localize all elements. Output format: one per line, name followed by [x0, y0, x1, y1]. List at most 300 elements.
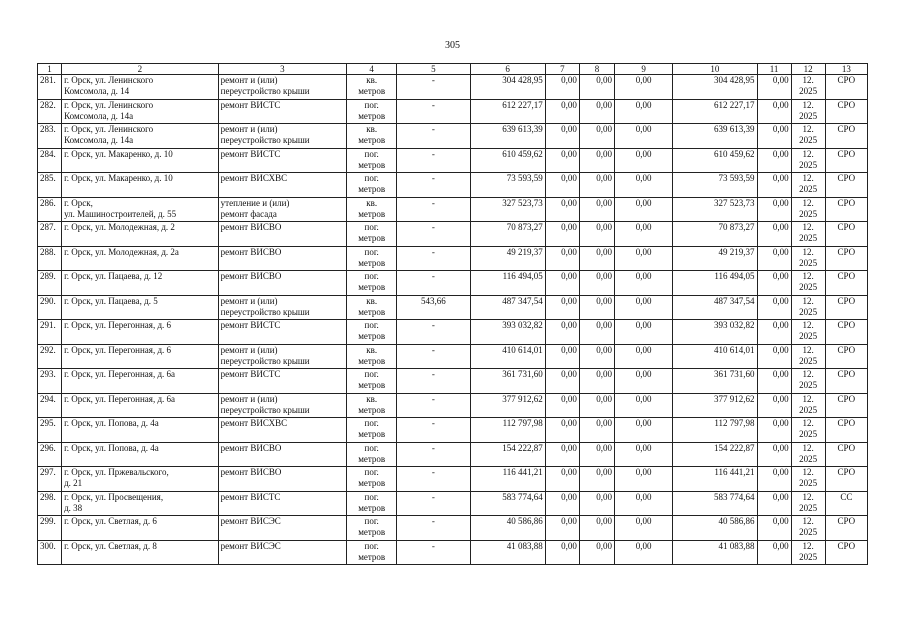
column-9-cell: 0,00 — [615, 75, 673, 100]
unit-cell — [347, 99, 397, 124]
contractor-type-cell: СС — [825, 491, 867, 516]
deadline-cell-line: 12. — [802, 467, 814, 477]
column-9-cell: 0,00 — [615, 369, 673, 394]
quantity-cell: - — [397, 222, 470, 247]
column-9-cell: 0,00 — [615, 99, 673, 124]
deadline-cell-line: 12. — [802, 516, 814, 526]
row-number: 290. — [38, 295, 62, 320]
unit-cell — [347, 369, 397, 394]
column-header-7: 7 — [545, 64, 579, 75]
column-7-cell: 0,00 — [545, 393, 579, 418]
column-7-cell: 0,00 — [545, 491, 579, 516]
row-number: 281. — [38, 75, 62, 100]
total-cost-cell: 393 032,82 — [470, 320, 545, 345]
deadline-cell-line: 12. — [802, 369, 814, 379]
quantity-cell: - — [397, 442, 470, 467]
unit-cell-line: пог. — [364, 173, 379, 183]
work-type-cell — [218, 295, 346, 320]
total-cost-cell: 41 083,88 — [470, 540, 545, 565]
column-10-cell: 49 219,37 — [673, 246, 757, 271]
work-type-cell-line: ремонт и (или) — [220, 124, 278, 134]
quantity-cell: - — [397, 540, 470, 565]
column-11-cell: 0,00 — [757, 442, 791, 467]
column-9-cell: 0,00 — [615, 148, 673, 173]
column-11-cell: 0,00 — [757, 418, 791, 443]
work-type-cell-line: ремонт ВИСТС — [220, 148, 281, 159]
table-row — [38, 75, 868, 100]
total-cost-cell: 40 586,86 — [470, 516, 545, 541]
unit-cell-line: пог. — [364, 246, 379, 257]
quantity-cell: - — [397, 124, 470, 149]
column-8-cell: 0,00 — [579, 491, 614, 516]
quantity-cell: - — [397, 369, 470, 394]
unit-cell-line: пог. — [364, 442, 379, 453]
deadline-cell-line: 12. — [802, 320, 814, 330]
column-8-cell: 0,00 — [579, 271, 614, 296]
total-cost-cell: 116 494,05 — [470, 271, 545, 296]
unit-cell-line: метров — [358, 282, 386, 292]
unit-cell — [347, 418, 397, 443]
column-8-cell: 0,00 — [579, 540, 614, 565]
deadline-cell-line: 2025 — [799, 453, 818, 464]
column-10-cell: 41 083,88 — [673, 540, 757, 565]
deadline-cell-line: 2025 — [799, 233, 818, 243]
column-10-cell: 583 774,64 — [673, 491, 757, 516]
column-9-cell: 0,00 — [615, 124, 673, 149]
deadline-cell-line: 2025 — [799, 135, 818, 145]
row-number: 288. — [38, 246, 62, 271]
quantity-cell: - — [397, 148, 470, 173]
unit-cell-line: пог. — [364, 222, 379, 232]
total-cost-cell: 304 428,95 — [470, 75, 545, 100]
deadline-cell-line: 2025 — [799, 184, 818, 194]
column-11-cell: 0,00 — [757, 516, 791, 541]
deadline-cell-line: 12. — [802, 393, 814, 404]
deadline-cell — [791, 516, 825, 541]
column-8-cell: 0,00 — [579, 173, 614, 198]
unit-cell-line: метров — [358, 184, 386, 194]
address-cell — [62, 344, 219, 369]
row-number: 286. — [38, 197, 62, 222]
unit-cell-line: пог. — [364, 467, 379, 477]
work-type-cell-line: ремонт ВИСВО — [220, 222, 282, 232]
column-11-cell: 0,00 — [757, 75, 791, 100]
unit-cell-line: метров — [358, 159, 386, 170]
unit-cell-line: кв. — [366, 393, 378, 404]
column-9-cell: 0,00 — [615, 295, 673, 320]
column-10-cell: 116 494,05 — [673, 271, 757, 296]
quantity-cell: - — [397, 320, 470, 345]
contractor-type-cell: СРО — [825, 418, 867, 443]
unit-cell — [347, 222, 397, 247]
deadline-cell — [791, 418, 825, 443]
unit-cell — [347, 442, 397, 467]
column-7-cell: 0,00 — [545, 271, 579, 296]
total-cost-cell: 327 523,73 — [470, 197, 545, 222]
column-7-cell: 0,00 — [545, 516, 579, 541]
address-cell-line: г. Орск, ул. Светлая, д. 8 — [64, 540, 157, 551]
row-number: 297. — [38, 467, 62, 492]
deadline-cell-line: 12. — [802, 99, 814, 110]
deadline-cell-line: 2025 — [799, 478, 818, 488]
column-header-12: 12 — [791, 64, 825, 75]
table-row — [38, 295, 868, 320]
unit-cell-line: метров — [358, 135, 386, 145]
address-cell-line: г. Орск, ул. Попова, д. 4а — [64, 442, 159, 453]
work-type-cell — [218, 540, 346, 565]
table-row — [38, 197, 868, 222]
row-number: 300. — [38, 540, 62, 565]
column-7-cell: 0,00 — [545, 418, 579, 443]
unit-cell — [347, 148, 397, 173]
column-7-cell: 0,00 — [545, 467, 579, 492]
unit-cell-line: метров — [358, 233, 386, 243]
column-11-cell: 0,00 — [757, 148, 791, 173]
unit-cell-line: метров — [358, 306, 386, 317]
work-type-cell-line: ремонт ВИСХВС — [220, 173, 288, 183]
work-type-cell-line: ремонт ВИСТС — [220, 320, 281, 330]
address-cell-line: г. Орск, ул. Ленинского — [64, 75, 154, 85]
work-type-cell-line: утепление и (или) — [220, 197, 290, 208]
total-cost-cell: 70 873,27 — [470, 222, 545, 247]
work-type-cell-line: переустройство крыши — [220, 306, 310, 317]
address-cell — [62, 124, 219, 149]
work-type-cell-line: переустройство крыши — [220, 86, 310, 96]
deadline-cell — [791, 173, 825, 198]
column-8-cell: 0,00 — [579, 320, 614, 345]
column-10-cell: 639 613,39 — [673, 124, 757, 149]
column-8-cell: 0,00 — [579, 197, 614, 222]
column-header-8: 8 — [579, 64, 614, 75]
deadline-cell-line: 12. — [802, 148, 814, 159]
contractor-type-cell: СРО — [825, 99, 867, 124]
column-7-cell: 0,00 — [545, 197, 579, 222]
table-row — [38, 344, 868, 369]
work-type-cell — [218, 418, 346, 443]
column-11-cell: 0,00 — [757, 222, 791, 247]
deadline-cell-line: 12. — [802, 540, 814, 551]
unit-cell-line: пог. — [364, 148, 379, 159]
deadline-cell-line: 12. — [802, 222, 814, 232]
quantity-cell: - — [397, 246, 470, 271]
column-8-cell: 0,00 — [579, 295, 614, 320]
column-11-cell: 0,00 — [757, 320, 791, 345]
register-table — [37, 63, 868, 565]
contractor-type-cell: СРО — [825, 197, 867, 222]
table-row — [38, 222, 868, 247]
address-cell-line: Комсомола, д. 14а — [64, 110, 134, 121]
address-cell-line: г. Орск, ул. Макаренко, д. 10 — [64, 173, 173, 183]
column-7-cell: 0,00 — [545, 442, 579, 467]
column-8-cell: 0,00 — [579, 467, 614, 492]
address-cell-line: г. Орск, ул. Молодежная, д. 2 — [64, 222, 175, 232]
deadline-cell-line: 2025 — [799, 404, 818, 415]
column-7-cell: 0,00 — [545, 246, 579, 271]
deadline-cell-line: 12. — [802, 173, 814, 183]
work-type-cell-line: ремонт ВИСВО — [220, 271, 282, 281]
work-type-cell — [218, 271, 346, 296]
column-11-cell: 0,00 — [757, 246, 791, 271]
quantity-cell: - — [397, 271, 470, 296]
address-cell — [62, 197, 219, 222]
deadline-cell — [791, 393, 825, 418]
column-header-9: 9 — [615, 64, 673, 75]
unit-cell — [347, 124, 397, 149]
row-number: 294. — [38, 393, 62, 418]
contractor-type-cell: СРО — [825, 271, 867, 296]
unit-cell-line: метров — [358, 527, 386, 537]
address-cell-line: г. Орск, ул. Попова, д. 4а — [64, 418, 159, 428]
contractor-type-cell: СРО — [825, 246, 867, 271]
total-cost-cell: 639 613,39 — [470, 124, 545, 149]
column-9-cell: 0,00 — [615, 418, 673, 443]
contractor-type-cell: СРО — [825, 75, 867, 100]
table-row — [38, 173, 868, 198]
column-9-cell: 0,00 — [615, 344, 673, 369]
table-row — [38, 124, 868, 149]
address-cell-line: г. Орск, — [64, 197, 93, 208]
quantity-cell: - — [397, 467, 470, 492]
work-type-cell-line: ремонт ВИСЭС — [220, 516, 281, 526]
deadline-cell-line: 2025 — [799, 159, 818, 170]
column-10-cell: 327 523,73 — [673, 197, 757, 222]
table-row — [38, 540, 868, 565]
quantity-cell: - — [397, 418, 470, 443]
column-7-cell: 0,00 — [545, 369, 579, 394]
column-9-cell: 0,00 — [615, 173, 673, 198]
deadline-cell — [791, 540, 825, 565]
row-number: 298. — [38, 491, 62, 516]
work-type-cell-line: ремонт ВИСТС — [220, 491, 281, 502]
deadline-cell-line: 2025 — [799, 527, 818, 537]
row-number: 284. — [38, 148, 62, 173]
unit-cell — [347, 75, 397, 100]
address-cell-line: г. Орск, ул. Перегонная, д. 6а — [64, 393, 176, 404]
column-10-cell: 40 586,86 — [673, 516, 757, 541]
unit-cell-line: метров — [358, 331, 386, 341]
column-header-13: 13 — [825, 64, 867, 75]
address-cell — [62, 173, 219, 198]
address-cell-line: д. 38 — [64, 502, 83, 513]
column-10-cell: 304 428,95 — [673, 75, 757, 100]
work-type-cell-line: ремонт ВИСХВС — [220, 418, 288, 428]
deadline-cell — [791, 295, 825, 320]
total-cost-cell: 377 912,62 — [470, 393, 545, 418]
column-9-cell: 0,00 — [615, 467, 673, 492]
row-number: 299. — [38, 516, 62, 541]
contractor-type-cell: СРО — [825, 173, 867, 198]
column-11-cell: 0,00 — [757, 173, 791, 198]
column-header-11: 11 — [757, 64, 791, 75]
work-type-cell — [218, 75, 346, 100]
work-type-cell-line: ремонт ВИСЭС — [220, 540, 281, 551]
deadline-cell-line: 2025 — [799, 257, 818, 268]
column-11-cell: 0,00 — [757, 124, 791, 149]
deadline-cell-line: 12. — [802, 124, 814, 134]
column-7-cell: 0,00 — [545, 173, 579, 198]
deadline-cell-line: 12. — [802, 246, 814, 257]
unit-cell-line: пог. — [364, 491, 379, 502]
column-8-cell: 0,00 — [579, 124, 614, 149]
address-cell-line: г. Орск, ул. Перегонная, д. 6а — [64, 369, 176, 379]
deadline-cell-line: 2025 — [799, 429, 818, 439]
column-7-cell: 0,00 — [545, 75, 579, 100]
address-cell — [62, 393, 219, 418]
column-8-cell: 0,00 — [579, 516, 614, 541]
address-cell-line: г. Орск, ул. Молодежная, д. 2а — [64, 246, 179, 257]
contractor-type-cell: СРО — [825, 467, 867, 492]
work-type-cell-line: ремонт и (или) — [220, 295, 278, 306]
deadline-cell — [791, 491, 825, 516]
unit-cell — [347, 173, 397, 198]
work-type-cell — [218, 246, 346, 271]
column-7-cell: 0,00 — [545, 540, 579, 565]
deadline-cell-line: 2025 — [799, 86, 818, 96]
total-cost-cell: 583 774,64 — [470, 491, 545, 516]
deadline-cell-line: 2025 — [799, 551, 818, 562]
column-11-cell: 0,00 — [757, 467, 791, 492]
row-number: 289. — [38, 271, 62, 296]
quantity-cell: - — [397, 99, 470, 124]
deadline-cell-line: 2025 — [799, 502, 818, 513]
deadline-cell-line: 2025 — [799, 282, 818, 292]
unit-cell-line: пог. — [364, 540, 379, 551]
address-cell-line: г. Орск, ул. Ленинского — [64, 99, 154, 110]
unit-cell — [347, 320, 397, 345]
address-cell — [62, 271, 219, 296]
address-cell-line: ул. Машиностроителей, д. 55 — [64, 208, 177, 219]
work-type-cell-line: ремонт ВИСВО — [220, 442, 282, 453]
column-header-2: 2 — [62, 64, 219, 75]
address-cell — [62, 148, 219, 173]
address-cell-line: г. Орск, ул. Ленинского — [64, 124, 154, 134]
column-7-cell: 0,00 — [545, 222, 579, 247]
column-9-cell: 0,00 — [615, 393, 673, 418]
address-cell — [62, 516, 219, 541]
address-cell — [62, 491, 219, 516]
deadline-cell — [791, 222, 825, 247]
total-cost-cell: 410 614,01 — [470, 344, 545, 369]
unit-cell-line: метров — [358, 208, 386, 219]
work-type-cell — [218, 222, 346, 247]
unit-cell-line: метров — [358, 453, 386, 464]
work-type-cell — [218, 344, 346, 369]
address-cell — [62, 75, 219, 100]
contractor-type-cell: СРО — [825, 344, 867, 369]
page-number: 305 — [445, 40, 460, 51]
work-type-cell — [218, 491, 346, 516]
total-cost-cell: 73 593,59 — [470, 173, 545, 198]
deadline-cell-line: 12. — [802, 75, 814, 85]
address-cell-line: Комсомола, д. 14 — [64, 86, 130, 96]
address-cell — [62, 246, 219, 271]
address-cell — [62, 369, 219, 394]
deadline-cell-line: 12. — [802, 418, 814, 428]
column-9-cell: 0,00 — [615, 491, 673, 516]
column-9-cell: 0,00 — [615, 442, 673, 467]
column-10-cell: 73 593,59 — [673, 173, 757, 198]
deadline-cell — [791, 467, 825, 492]
deadline-cell-line: 12. — [802, 271, 814, 281]
contractor-type-cell: СРО — [825, 540, 867, 565]
table-row — [38, 393, 868, 418]
column-8-cell: 0,00 — [579, 344, 614, 369]
header-row — [38, 64, 868, 75]
column-9-cell: 0,00 — [615, 197, 673, 222]
column-7-cell: 0,00 — [545, 320, 579, 345]
unit-cell-line: кв. — [366, 295, 378, 306]
column-11-cell: 0,00 — [757, 393, 791, 418]
deadline-cell — [791, 75, 825, 100]
deadline-cell-line: 12. — [802, 295, 814, 306]
column-10-cell: 393 032,82 — [673, 320, 757, 345]
unit-cell-line: метров — [358, 110, 386, 121]
quantity-cell: - — [397, 173, 470, 198]
table-row — [38, 369, 868, 394]
deadline-cell — [791, 442, 825, 467]
column-9-cell: 0,00 — [615, 540, 673, 565]
unit-cell — [347, 271, 397, 296]
contractor-type-cell: СРО — [825, 369, 867, 394]
quantity-cell: - — [397, 344, 470, 369]
unit-cell-line: метров — [358, 355, 386, 366]
deadline-cell — [791, 369, 825, 394]
table-row — [38, 246, 868, 271]
unit-cell-line: метров — [358, 551, 386, 562]
table-row — [38, 418, 868, 443]
table-row — [38, 99, 868, 124]
column-7-cell: 0,00 — [545, 148, 579, 173]
work-type-cell-line: ремонт ВИСВО — [220, 467, 282, 477]
unit-cell-line: кв. — [366, 344, 378, 355]
table-row — [38, 467, 868, 492]
total-cost-cell: 361 731,60 — [470, 369, 545, 394]
column-9-cell: 0,00 — [615, 320, 673, 345]
quantity-cell: - — [397, 197, 470, 222]
quantity-cell: - — [397, 393, 470, 418]
column-11-cell: 0,00 — [757, 369, 791, 394]
unit-cell — [347, 295, 397, 320]
address-cell — [62, 418, 219, 443]
column-header-3: 3 — [218, 64, 346, 75]
unit-cell — [347, 344, 397, 369]
unit-cell-line: пог. — [364, 320, 379, 330]
column-8-cell: 0,00 — [579, 418, 614, 443]
column-10-cell: 112 797,98 — [673, 418, 757, 443]
column-8-cell: 0,00 — [579, 222, 614, 247]
column-header-5: 5 — [397, 64, 470, 75]
address-cell — [62, 540, 219, 565]
address-cell-line: г. Орск, ул. Пржевальского, — [64, 467, 169, 477]
table-row — [38, 491, 868, 516]
work-type-cell-line: ремонт фасада — [220, 208, 277, 219]
quantity-cell: - — [397, 491, 470, 516]
column-8-cell: 0,00 — [579, 442, 614, 467]
contractor-type-cell: СРО — [825, 393, 867, 418]
address-cell-line: г. Орск, ул. Пацаева, д. 5 — [64, 295, 158, 306]
row-number: 291. — [38, 320, 62, 345]
column-9-cell: 0,00 — [615, 246, 673, 271]
deadline-cell-line: 2025 — [799, 110, 818, 121]
column-10-cell: 70 873,27 — [673, 222, 757, 247]
row-number: 283. — [38, 124, 62, 149]
deadline-cell — [791, 246, 825, 271]
total-cost-cell: 112 797,98 — [470, 418, 545, 443]
work-type-cell-line: ремонт и (или) — [220, 393, 278, 404]
address-cell-line: Комсомола, д. 14а — [64, 135, 134, 145]
work-type-cell-line: ремонт и (или) — [220, 75, 278, 85]
deadline-cell — [791, 344, 825, 369]
